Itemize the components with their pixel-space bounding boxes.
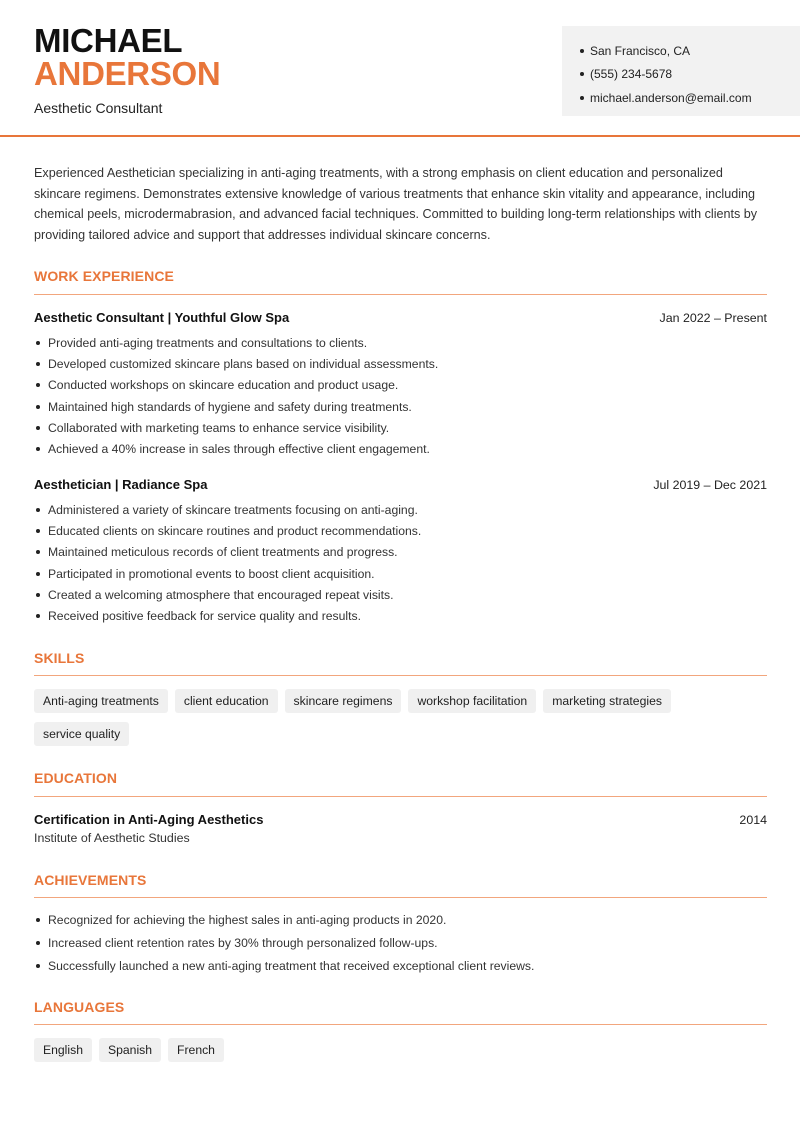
education-degree: Certification in Anti-Aging Aesthetics [34, 812, 264, 827]
bullet-icon [36, 550, 40, 554]
languages-list [34, 1038, 767, 1062]
list-item-text: Participated in promotional events to boost client acquisition. [48, 566, 375, 581]
list-item-text: Increased client retention rates by 30% through personalized follow-ups. [48, 936, 438, 951]
bullet-icon [36, 426, 40, 430]
job-bullets [34, 499, 767, 627]
list-item [34, 954, 767, 977]
education-school: Institute of Aesthetic Studies [34, 831, 190, 845]
language-tag: English [34, 1038, 92, 1062]
section-divider [34, 1024, 767, 1025]
job-title: Aesthetic Consultant [34, 100, 163, 116]
job-role: Aesthetic Consultant | Youthful Glow Spa [34, 310, 290, 325]
contact-box [562, 26, 800, 116]
job-header [34, 477, 767, 492]
language-tag: French [168, 1038, 224, 1062]
last-name: ANDERSON [34, 55, 221, 92]
bullet-icon [36, 941, 40, 945]
section-divider [34, 897, 767, 898]
list-item [34, 499, 767, 520]
list-item-text: Collaborated with marketing teams to enhance service visibility. [48, 420, 390, 435]
bullet-icon [36, 383, 40, 387]
section-title-languages: LANGUAGES [34, 999, 125, 1015]
skill-tag: skincare regimens [285, 689, 402, 713]
list-item [34, 332, 767, 353]
list-item-text: Provided anti-aging treatments and consultations to clients. [48, 335, 368, 350]
section-divider [34, 796, 767, 797]
list-item [34, 605, 767, 626]
list-item [34, 563, 767, 584]
contact-phone [580, 63, 800, 87]
list-item [34, 396, 767, 417]
list-item [34, 909, 767, 932]
job-dates: Jul 2019 – Dec 2021 [653, 478, 767, 492]
list-item-text: Created a welcoming atmosphere that encouraged repeat visits. [48, 587, 394, 602]
job-role: Aesthetician | Radiance Spa [34, 477, 208, 492]
list-item-text: Achieved a 40% increase in sales through effective client engagement. [48, 442, 430, 457]
contact-location [580, 39, 800, 63]
contact-location-text: San Francisco, CA [590, 43, 691, 58]
section-divider [34, 675, 767, 676]
list-item [34, 542, 767, 563]
education-year: 2014 [739, 813, 767, 827]
education-header [34, 812, 767, 827]
list-item-text: Developed customized skincare plans based on individual assessments. [48, 356, 439, 371]
list-item [34, 520, 767, 541]
bullet-icon [36, 405, 40, 409]
bullet-icon [580, 72, 584, 76]
first-name: MICHAEL [34, 22, 183, 59]
bullet-icon [36, 341, 40, 345]
contact-email-text[interactable]: michael.anderson@email.com [590, 90, 752, 105]
list-item-text: Educated clients on skincare routines and product recommendations. [48, 523, 422, 538]
job-header [34, 310, 767, 325]
bullet-icon [36, 508, 40, 512]
bullet-icon [580, 49, 584, 53]
bullet-icon [36, 447, 40, 451]
bullet-icon [36, 529, 40, 533]
skill-tag: Anti-aging treatments [34, 689, 168, 713]
list-item-text: Recognized for achieving the highest sales in anti-aging products in 2020. [48, 913, 447, 928]
list-item-text: Administered a variety of skincare treatments focusing on anti-aging. [48, 502, 418, 517]
resume-header [0, 0, 800, 137]
section-title-work: WORK EXPERIENCE [34, 268, 174, 284]
profile-summary: Experienced Aesthetician specializing in anti-aging treatments, with a strong emphasis on client education and personalized skincare regimens. Demonstrates extensive knowledge of various treatments that enhance skin vitality and appearance, including chemical peels, microdermabrasion, and advanced facial techniques. Committed to building long-term relationships with clients by providing tailored advice and support that addresses individual skincare concerns. [34, 166, 758, 243]
language-tag: Spanish [99, 1038, 161, 1062]
skill-tag: service quality [34, 722, 129, 746]
skill-tag: marketing strategies [543, 689, 671, 713]
list-item [34, 417, 767, 438]
list-item [34, 438, 767, 459]
list-item [34, 584, 767, 605]
bullet-icon [36, 572, 40, 576]
skills-list [34, 689, 767, 746]
section-title-education: EDUCATION [34, 770, 118, 786]
list-item-text: Conducted workshops on skincare education and product usage. [48, 378, 399, 393]
bullet-icon [580, 96, 584, 100]
contact-email[interactable] [580, 86, 800, 110]
list-item-text: Received positive feedback for service quality and results. [48, 609, 361, 624]
section-title-skills: SKILLS [34, 650, 85, 666]
bullet-icon [36, 362, 40, 366]
list-item [34, 375, 767, 396]
bullet-icon [36, 964, 40, 968]
list-item-text: Maintained high standards of hygiene and safety during treatments. [48, 399, 412, 414]
skill-tag: workshop facilitation [408, 689, 536, 713]
skill-tag: client education [175, 689, 278, 713]
bullet-icon [36, 918, 40, 922]
list-item [34, 932, 767, 955]
contact-phone-text: (555) 234-5678 [590, 67, 673, 82]
list-item-text: Successfully launched a new anti-aging treatment that received exceptional client reviews. [48, 958, 535, 973]
list-item-text: Maintained meticulous records of client treatments and progress. [48, 545, 398, 560]
achievements-list [34, 909, 767, 977]
job-bullets [34, 332, 767, 460]
list-item [34, 353, 767, 374]
section-divider [34, 294, 767, 295]
section-title-achievements: ACHIEVEMENTS [34, 872, 147, 888]
bullet-icon [36, 593, 40, 597]
bullet-icon [36, 614, 40, 618]
job-dates: Jan 2022 – Present [659, 311, 767, 325]
